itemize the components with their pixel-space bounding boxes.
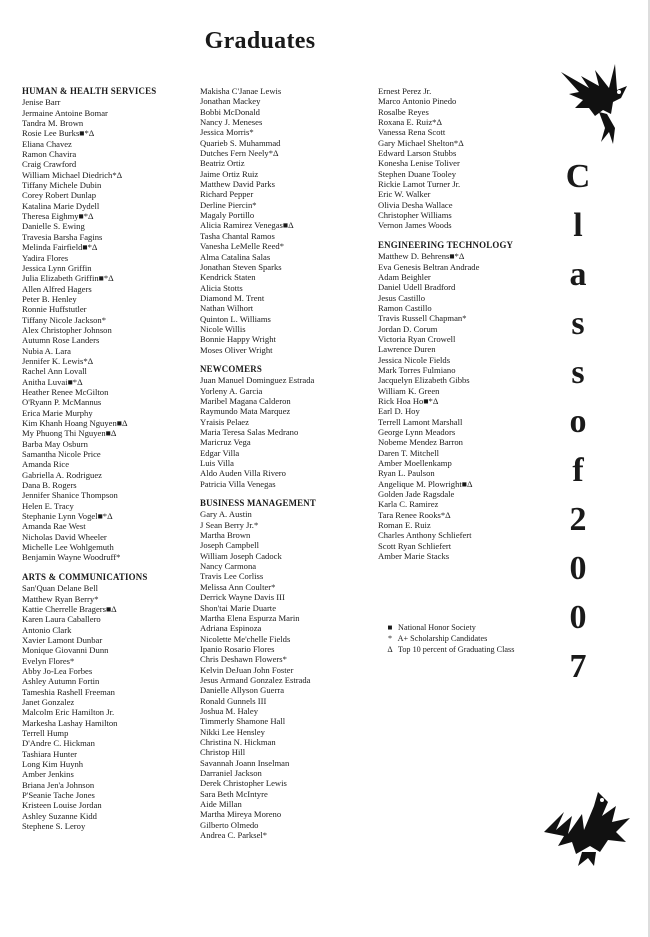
vertical-letter: f	[572, 452, 584, 489]
graduate-name: Mark Torres Fulmiano	[378, 364, 456, 375]
graduate-name: Jesus Castillo	[378, 292, 426, 303]
graduate-name: Adam Beighler	[378, 271, 431, 282]
graduate-name: Amanda Rice	[22, 459, 70, 470]
vertical-letter: 0	[569, 599, 587, 636]
graduate-name: Yorleny A. Garcia	[200, 385, 263, 396]
graduate-name: Maricruz Vega	[200, 437, 251, 448]
graduate-name: Jessica Morris*	[200, 127, 254, 138]
graduate-name: Martha Brown	[200, 530, 251, 541]
section-heading: ENGINEERING TECHNOLOGY	[378, 239, 514, 250]
graduate-name: Derline Piercin*	[200, 199, 257, 210]
graduate-name: Vanessa Rena Scott	[378, 127, 446, 138]
graduate-name: Christop Hill	[200, 747, 246, 758]
graduate-name: Tashiara Hunter	[22, 748, 77, 759]
graduate-name: Amber Moellenkamp	[378, 458, 452, 469]
column-3	[378, 86, 548, 561]
graduate-name: Danielle Allyson Guerra	[200, 685, 285, 696]
graduate-name: Dana B. Rogers	[22, 480, 77, 491]
graduate-name: Victoria Ryan Crowell	[378, 333, 456, 344]
graduate-name: Ashley Suzanne Kidd	[22, 810, 97, 821]
graduate-name: Karla C. Ramirez	[378, 499, 439, 510]
graduate-name: Charles Anthony Schliefert	[378, 530, 472, 541]
graduate-name: Jaime Ortiz Ruiz	[200, 168, 259, 179]
graduate-name: San'Quan Delane Bell	[22, 583, 99, 594]
legend-text: Top 10 percent of Graduating Class	[397, 645, 515, 654]
vertical-letter: 0	[569, 550, 587, 587]
legend-text: National Honor Society	[398, 623, 476, 632]
graduate-name: Raymundo Mata Marquez	[200, 406, 291, 417]
graduate-name: Long Kim Huynh	[22, 759, 84, 769]
column-2	[200, 86, 372, 840]
graduate-name: Makisha C'Janae Lewis	[200, 86, 282, 96]
graduate-name: Tiffany Michele Dubin	[22, 180, 102, 191]
graduate-name: Moses Oliver Wright	[200, 344, 273, 355]
graduate-name: Matthew Ryan Berry*	[22, 593, 99, 604]
graduate-name: Tameshia Rashell Freeman	[22, 686, 115, 697]
graduate-name: Eva Genesis Beltran Andrade	[378, 261, 480, 272]
vertical-letter: 2	[569, 501, 587, 538]
graduate-name: Amber Marie Stacks	[378, 551, 450, 562]
graduate-name: Dutches Fern Neely*Δ	[200, 148, 279, 159]
graduate-name: Melissa Ann Coulter*	[200, 581, 276, 592]
graduate-name: William Michael Diedrich*Δ	[22, 169, 123, 180]
graduate-name: Luis Villa	[200, 458, 234, 469]
graduate-name: Jordan D. Corum	[378, 323, 438, 334]
graduate-name: Diamond M. Trent	[200, 292, 265, 303]
graduate-name: Golden Jade Ragsdale	[378, 489, 455, 500]
graduate-name: Christina N. Hickman	[200, 736, 276, 747]
graduate-name: O'Ryann P. McMannus	[22, 397, 102, 408]
graduate-name: Rick Hoa Ho■*Δ	[378, 395, 439, 406]
graduate-name: Theresa Eighmy■*Δ	[22, 211, 94, 222]
graduate-name: Alex Christopher Johnson	[22, 324, 112, 335]
vertical-letter: s	[571, 305, 585, 342]
graduate-name: Janet Gonzalez	[22, 696, 75, 707]
graduate-name: Ryan L. Paulson	[378, 468, 435, 479]
graduate-name: Nicolette Me'chelle Fields	[200, 633, 291, 644]
class-of-2007-vertical	[560, 152, 596, 691]
graduate-name: Ashley Autumn Fortin	[22, 676, 100, 687]
graduate-name: Kristeen Louise Jordan	[22, 800, 102, 811]
graduate-name: Monique Giovanni Dunn	[22, 645, 109, 656]
graduate-name: Richard Pepper	[200, 189, 254, 200]
graduate-name: Xavier Lamont Dunbar	[22, 634, 103, 645]
graduate-name: My Phuong Thi Nguyen■Δ	[22, 428, 117, 439]
graduate-name: Magaly Portillo	[200, 210, 255, 221]
graduate-name: Jessica Nicole Fields	[378, 354, 451, 365]
graduate-name: Alicia Stotts	[200, 282, 243, 293]
graduate-name: Jonathan Steven Sparks	[200, 261, 282, 272]
vertical-letter: a	[569, 256, 587, 293]
graduate-name: Eliana Chavez	[22, 138, 72, 149]
graduate-name: Yadira Flores	[22, 252, 69, 263]
graduate-name: Scott Ryan Schliefert	[378, 540, 452, 551]
graduate-name: Derek Christopher Lewis	[200, 778, 287, 789]
graduate-name: Chris Deshawn Flowers*	[200, 654, 287, 665]
graduate-name: Christopher Williams	[378, 210, 452, 221]
graduate-name: Antonio Clark	[22, 624, 72, 635]
graduate-name: Daren T. Mitchell	[378, 447, 440, 458]
legend-symbol: Δ	[387, 645, 393, 654]
graduate-name: Martha Mireya Moreno	[200, 809, 282, 820]
graduate-name: Kendrick Staten	[200, 272, 256, 283]
vertical-letter: o	[569, 403, 587, 440]
graduate-name: Derrick Wayne Davis III	[200, 592, 285, 603]
graduate-name: Andrea C. Parksel*	[200, 830, 268, 841]
graduate-name: Alicia Ramirez Venegas■Δ	[200, 220, 294, 231]
graduate-name: Maria Teresa Salas Medrano	[200, 427, 299, 437]
graduate-name: Konesha Lenise Toliver	[378, 158, 460, 169]
graduate-name: Ronnie Huffstutler	[22, 304, 87, 315]
graduate-name: Rickie Lamot Turner Jr.	[378, 179, 461, 190]
graduate-name: William Joseph Cadock	[200, 550, 282, 561]
graduate-name: Rosalbe Reyes	[378, 106, 429, 117]
graduate-name: Gabriella A. Rodriguez	[22, 469, 102, 480]
graduate-name: Quarieb S. Muhammad	[200, 137, 281, 148]
graduate-name: Nancy J. Meneses	[200, 117, 263, 128]
graduate-name: Yraisis Pelaez	[200, 416, 249, 427]
graduate-name: Bobbi McDonald	[200, 106, 260, 117]
legend-item-nhs	[384, 622, 514, 633]
graduate-name: D'Andre C. Hickman	[22, 738, 95, 749]
graduate-name: Nikki Lee Hensley	[200, 726, 265, 737]
graduate-name: Jesus Armand Gonzalez Estrada	[200, 674, 311, 685]
graduate-name: Maribel Magana Calderon	[200, 395, 291, 406]
graduate-name: Vernon James Woods	[378, 220, 452, 231]
graduate-name: Ramon Chavira	[22, 149, 77, 160]
graduate-name: Craig Crawford	[22, 159, 77, 170]
graduate-name: Heather Renee McGilton	[22, 386, 109, 397]
eagle-mascot-icon	[542, 772, 634, 868]
section-gap	[200, 355, 372, 364]
graduate-name: Benjamin Wayne Woodruff*	[22, 552, 121, 563]
vertical-letter: C	[565, 158, 591, 195]
graduate-name: Barba May Osburn	[22, 438, 88, 449]
graduate-name: Vanesha LeMelle Reed*	[200, 241, 284, 252]
graduate-name: Danielle S. Ewing	[22, 221, 85, 232]
graduate-name: Gary Michael Shelton*Δ	[378, 137, 464, 148]
graduate-name: Gilberto Olmedo	[200, 819, 259, 830]
graduate-name: Terrell Lamont Marshall	[378, 416, 463, 427]
graduate-name: Timmerly Shamone Hall	[200, 716, 286, 727]
graduate-name: Edgar Villa	[200, 447, 240, 458]
legend	[384, 622, 514, 655]
graduate-name: Sara Beth McIntyre	[200, 788, 268, 799]
graduate-name: Patricia Villa Venegas	[200, 478, 276, 489]
graduate-name: Jennifer Shanice Thompson	[22, 490, 118, 501]
graduate-name: Juan Manuel Dominguez Estrada	[200, 375, 315, 386]
graduate-name: Rosie Lee Burks■*Δ	[22, 128, 95, 139]
graduate-name: Olivia Desha Wallace	[378, 199, 453, 210]
section-heading: NEWCOMERS	[200, 363, 262, 374]
graduate-name: Kelvin DeJuan John Foster	[200, 664, 294, 675]
graduate-name: Travesia Barsha Fagins	[22, 231, 103, 242]
graduate-name: Peter B. Henley	[22, 293, 77, 304]
legend-item-scholarship	[384, 633, 514, 644]
graduate-name: Shon'tai Marie Duarte	[200, 602, 277, 613]
graduate-name: Daniel Udell Bradford	[378, 282, 456, 293]
graduate-name: Tasha Chantal Ramos	[200, 230, 275, 241]
graduate-name: Martha Elena Espurza Marin	[200, 612, 300, 623]
graduate-name: Anitha Luvai■*Δ	[22, 376, 83, 387]
graduate-name: Kattie Cherrelle Bragers■Δ	[22, 603, 117, 614]
graduate-name: Rachel Ann Lovall	[22, 366, 87, 377]
graduate-name: Roman E. Ruiz	[378, 520, 431, 531]
vertical-letter: s	[571, 354, 585, 391]
graduate-name: Angelique M. Plowright■Δ	[378, 478, 473, 489]
graduate-name: Nancy Carmona	[200, 561, 257, 572]
graduate-name: Helen E. Tracy	[22, 500, 74, 511]
page-title: Graduates	[204, 28, 316, 54]
graduate-name: Darraniel Jackson	[200, 768, 262, 778]
graduate-name: Nobeme Mendez Barron	[378, 437, 463, 448]
section-gap	[22, 563, 194, 572]
graduate-name: Ernest Perez Jr.	[378, 86, 432, 96]
graduate-name: Tandra M. Brown	[22, 118, 84, 129]
graduate-name: Adriana Espinoza	[200, 623, 262, 634]
graduate-name: Kim Khanh Hoang Nguyen■Δ	[22, 418, 128, 428]
graduate-name: Autumn Rose Landers	[22, 335, 100, 346]
vertical-letter: l	[573, 207, 583, 244]
graduate-name: Alma Catalina Salas	[200, 251, 271, 262]
legend-item-top10	[384, 644, 514, 655]
graduate-name: Edward Larson Stubbs	[378, 148, 457, 159]
graduate-name: Jacquelyn Elizabeth Gibbs	[378, 375, 470, 386]
graduate-name: Eric W. Walker	[378, 189, 431, 200]
graduate-name: Malcolm Eric Hamilton Jr.	[22, 707, 115, 718]
graduate-name: Quinton L. Williams	[200, 313, 271, 324]
graduate-name: Ronald Gunnels III	[200, 695, 267, 706]
graduate-name: Roxana E. Ruiz*Δ	[378, 117, 442, 128]
graduate-name: Melinda Fairfield■*Δ	[22, 242, 98, 253]
graduate-name: Jonathan Mackey	[200, 96, 261, 107]
graduate-name: Nubia A. Lara	[22, 345, 71, 356]
graduate-name: Jessica Lynn Griffin	[22, 262, 92, 273]
graduate-name: Katalina Marie Dydell	[22, 200, 100, 211]
section-heading: ARTS & COMMUNICATIONS	[22, 571, 148, 582]
graduate-name: P'Seanie Tache Jones	[22, 790, 95, 801]
graduate-name: Nicole Willis	[200, 323, 246, 334]
graduate-name: Tara Renee Rooks*Δ	[378, 509, 451, 520]
graduate-name: Gary A. Austin	[200, 509, 252, 520]
graduate-name: Terrell Hump	[22, 727, 69, 738]
graduate-name: Matthew D. Behrens■*Δ	[378, 251, 465, 262]
legend-symbol: *	[387, 634, 393, 643]
section-gap	[200, 489, 372, 498]
graduate-name: Matthew David Parks	[200, 179, 275, 190]
legend-text: A+ Scholarship Candidates	[397, 634, 488, 643]
graduate-name: Joshua M. Haley	[200, 705, 258, 716]
graduate-name: Jenise Barr	[22, 97, 61, 108]
graduate-name: Allen Alfred Hagers	[22, 283, 92, 294]
graduate-name: Amanda Rae West	[22, 521, 86, 532]
graduate-name: Aide Millan	[200, 799, 242, 810]
graduate-name: Stephene S. Leroy	[22, 821, 86, 832]
graduate-name: Ramon Castillo	[378, 302, 432, 313]
graduate-name: Jermaine Antoine Bomar	[22, 107, 108, 118]
section-heading: BUSINESS MANAGEMENT	[200, 498, 316, 509]
graduate-name: Jennifer K. Lewis*Δ	[22, 355, 94, 366]
graduate-name: Karen Laura Caballero	[22, 614, 101, 625]
graduate-name: Tiffany Nicole Jackson*	[22, 314, 107, 325]
graduate-name: Michelle Lee Wohlgemuth	[22, 542, 114, 553]
graduate-name: Amber Jenkins	[22, 769, 74, 780]
graduate-name: Nicholas David Wheeler	[22, 531, 107, 542]
graduate-name: Travis Lee Corliss	[200, 571, 264, 582]
graduate-name: Julia Elizabeth Griffin■*Δ	[22, 273, 114, 284]
graduate-name: Markesha Lashay Hamilton	[22, 717, 118, 728]
graduate-name: Samantha Nicole Price	[22, 449, 101, 460]
graduate-name: Travis Russell Chapman*	[378, 313, 467, 324]
legend-symbol: ■	[387, 623, 393, 632]
graduate-name: Nathan Wilhort	[200, 303, 254, 314]
vertical-letter: 7	[569, 648, 587, 685]
graduate-name: George Lynn Meadors	[378, 427, 456, 437]
graduate-name: Stephen Duane Tooley	[378, 168, 456, 179]
graduate-name: Corey Robert Dunlap	[22, 190, 96, 201]
graduate-name: Ipanio Rosario Flores	[200, 643, 275, 654]
graduate-name: Aldo Auden Villa Rivero	[200, 468, 286, 479]
graduate-name: Savannah Joann Inselman	[200, 757, 290, 768]
graduate-name: J Sean Berry Jr.*	[200, 519, 259, 530]
section-gap	[378, 231, 548, 240]
graduate-name: Earl D. Hoy	[378, 406, 420, 417]
graduate-name: Stephanie Lynn Vogel■*Δ	[22, 511, 113, 522]
section-heading: HUMAN & HEALTH SERVICES	[22, 86, 157, 96]
graduate-name: Abby Jo-Lea Forbes	[22, 665, 93, 676]
graduate-name: Briana Jen'a Johnson	[22, 779, 95, 790]
graduate-name: Marco Antonio Pinedo	[378, 96, 457, 107]
graduate-name: Evelyn Flores*	[22, 655, 75, 666]
graduate-name: Bonnie Happy Wright	[200, 334, 276, 345]
graduate-name: Erica Marie Murphy	[22, 407, 93, 418]
graduate-name: William K. Green	[378, 385, 440, 396]
graduate-name: Beatriz Ortiz	[200, 158, 245, 169]
graduate-name: Lawrence Duren	[378, 344, 436, 355]
eagle-mascot-icon	[555, 58, 639, 148]
column-1	[22, 86, 194, 831]
graduate-name: Joseph Campbell	[200, 540, 259, 551]
